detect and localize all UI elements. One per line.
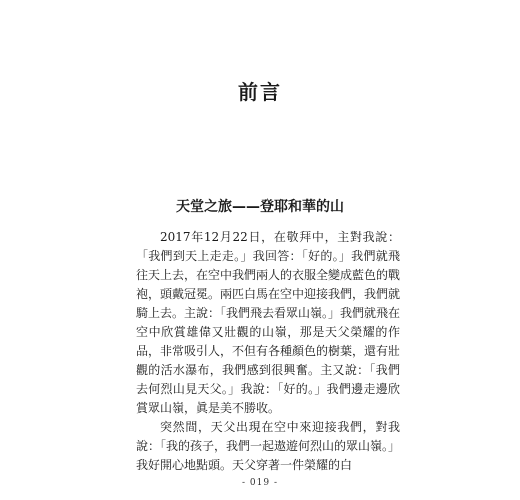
chapter-title: 前言 xyxy=(238,80,282,104)
paragraph-1: 2017年12月22日，在敬拜中，主對我說：「我們到天上走走。」我回答：「好的。」我們就飛往天上去，在空中我們兩人的衣服全變成藍色的戰袍，頭戴冠冕。兩匹白馬在空中迎接我們，我們就騎上去。主說：「我們飛去看眾山嶺。」我們就飛在空中欣賞雄偉又壯觀的山嶺，那是天父榮耀的作品，非常吸引人，不但有各種顏色的樹葉，還有壯觀的活水瀑布，我們感到很興奮。主又說：「我們去何烈山見天父。」我說：「好的。」我們邊走邊欣賞眾山嶺，眞是美不勝收。 xyxy=(136,230,401,415)
paragraph-2: 突然間，天父出現在空中來迎接我們，對我說：「我的孩子，我們一起遨遊何烈山的眾山嶺。」我好開心地點頭。天父穿著一件榮耀的白 xyxy=(136,420,401,472)
body-text xyxy=(136,228,400,475)
page-number: - 019 - xyxy=(242,478,278,488)
section-title: 天堂之旅——登耶和華的山 xyxy=(176,199,344,215)
